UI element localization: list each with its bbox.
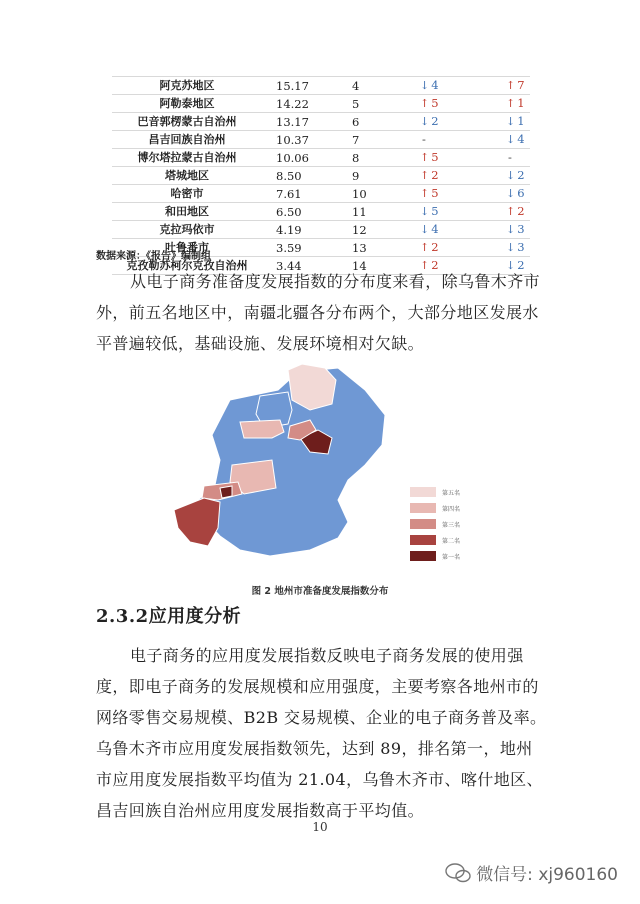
map-caption: 图 2 地州市准备度发展指数分布	[251, 586, 389, 597]
map-region-bortala	[240, 420, 284, 438]
watermark-text: 微信号: xj960160	[476, 865, 618, 885]
legend-item	[410, 532, 460, 548]
rank-change-value: 1	[517, 96, 525, 110]
legend-label: 第五名	[442, 489, 461, 497]
rank-change-2	[498, 77, 530, 95]
map-region-tumxuk	[220, 486, 232, 498]
rank-change-value: -	[508, 150, 512, 164]
rank-change-value: 4	[431, 78, 439, 92]
legend-swatch	[410, 519, 436, 529]
rank-change-value: 4	[517, 132, 525, 146]
wechat-watermark	[444, 860, 618, 885]
rank-change-value: 2	[431, 240, 439, 254]
rank-change-2	[498, 167, 530, 185]
rank-change-value: 2	[517, 258, 525, 272]
rank-change-1	[412, 203, 498, 221]
legend-swatch	[410, 535, 436, 545]
rank-change-1	[412, 149, 498, 167]
rank-change-1	[412, 167, 498, 185]
rank-change-value: 5	[431, 186, 439, 200]
rank-change-1	[412, 95, 498, 113]
table-row	[112, 149, 530, 167]
rank-change-value: 6	[517, 186, 525, 200]
down-arrow-icon: ↓	[506, 187, 516, 200]
legend-label: 第一名	[442, 553, 461, 561]
rank-change-value: 2	[431, 114, 439, 128]
table-row	[112, 95, 530, 113]
rank-change-1	[412, 131, 498, 149]
down-arrow-icon: ↓	[506, 115, 516, 128]
region-name: 哈密市	[112, 185, 262, 203]
legend-swatch	[410, 487, 436, 497]
rank-change-2	[498, 131, 530, 149]
index-score: 7.61	[262, 185, 344, 203]
table-row	[112, 167, 530, 185]
rank-change-value: 5	[431, 204, 439, 218]
section-number: 2.3.2	[96, 606, 149, 627]
index-score: 14.22	[262, 95, 344, 113]
rank-change-2	[498, 203, 530, 221]
source-note: 数据来源：《报告》编制组	[96, 251, 211, 262]
down-arrow-icon: ↓	[506, 169, 516, 182]
rank-change-1	[412, 239, 498, 257]
rank-change-1	[412, 185, 498, 203]
rank-change-2	[498, 221, 530, 239]
legend-item	[410, 484, 460, 500]
region-name: 博尔塔拉蒙古自治州	[112, 149, 262, 167]
region-name: 和田地区	[112, 203, 262, 221]
up-arrow-icon: ↑	[506, 97, 516, 110]
down-arrow-icon: ↓	[506, 259, 516, 272]
page-number: 10	[312, 820, 328, 834]
rank-change-1	[412, 113, 498, 131]
rank-change-2	[498, 149, 530, 167]
region-name: 巴音郭楞蒙古自治州	[112, 113, 262, 131]
index-score: 4.19	[262, 221, 344, 239]
rank: 12	[344, 221, 412, 239]
region-name: 塔城地区	[112, 167, 262, 185]
table-row	[112, 185, 530, 203]
paragraph-readiness-distribution: 从电子商务准备度发展指数的分布度来看，除乌鲁木齐市外，前五名地区中，南疆北疆各分布两个，大部分地区发展水平普遍较低，基础设施、发展环境相对欠缺。	[96, 272, 541, 353]
map-legend	[410, 484, 460, 564]
rank-change-2	[498, 185, 530, 203]
legend-label: 第三名	[442, 521, 461, 529]
up-arrow-icon: ↑	[420, 97, 430, 110]
rank: 5	[344, 95, 412, 113]
rank-change-2	[498, 239, 530, 257]
up-arrow-icon: ↑	[420, 169, 430, 182]
down-arrow-icon: ↓	[420, 223, 430, 236]
legend-label: 第四名	[442, 505, 461, 513]
index-score: 10.06	[262, 149, 344, 167]
legend-label: 第二名	[442, 537, 461, 545]
rank: 11	[344, 203, 412, 221]
rank-change-value: 4	[431, 222, 439, 236]
rank: 14	[344, 257, 412, 275]
rank-change-value: 2	[431, 258, 439, 272]
ranking-table-body	[112, 77, 530, 275]
down-arrow-icon: ↓	[420, 115, 430, 128]
rank-change-value: 7	[517, 78, 525, 92]
index-score: 3.59	[262, 239, 344, 257]
legend-item	[410, 500, 460, 516]
rank: 7	[344, 131, 412, 149]
table-row	[112, 77, 530, 95]
up-arrow-icon: ↑	[506, 79, 516, 92]
table-row	[112, 203, 530, 221]
region-name: 阿克苏地区	[112, 77, 262, 95]
up-arrow-icon: ↑	[420, 151, 430, 164]
region-name: 吐鲁番市	[112, 239, 262, 257]
rank-change-1	[412, 221, 498, 239]
rank-change-value: 5	[431, 150, 439, 164]
index-score: 6.50	[262, 203, 344, 221]
rank-change-value: 1	[517, 114, 525, 128]
rank: 13	[344, 239, 412, 257]
rank: 10	[344, 185, 412, 203]
paragraph-application-analysis: 电子商务的应用度发展指数反映电子商务发展的使用强度，即电子商务的发展规模和应用强度，主要考察各地州市的网络零售交易规模、B2B 交易规模、企业的电子商务普及率。乌鲁木齐市应用度发展指数领先，达到 89，排名第一，地州市应用度发展指数平均值为 21.04，乌鲁木齐市、喀什地区、昌吉回族自治州应用度发展指数高于平均值。	[96, 646, 547, 820]
down-arrow-icon: ↓	[506, 241, 516, 254]
rank-change-value: 2	[517, 168, 525, 182]
down-arrow-icon: ↓	[506, 133, 516, 146]
table-row	[112, 221, 530, 239]
rank-change-2	[498, 95, 530, 113]
region-name: 克孜勒苏柯尔克孜自治州	[112, 257, 262, 275]
rank: 9	[344, 167, 412, 185]
index-score: 3.44	[262, 257, 344, 275]
ranking-table	[112, 76, 530, 275]
legend-swatch	[410, 503, 436, 513]
wechat-icon	[444, 862, 472, 884]
rank-change-2	[498, 113, 530, 131]
rank-change-value: 3	[517, 222, 525, 236]
rank-change-value: 2	[517, 204, 525, 218]
region-name: 昌吉回族自治州	[112, 131, 262, 149]
rank-change-value: -	[422, 132, 426, 146]
down-arrow-icon: ↓	[420, 205, 430, 218]
section-title: 应用度分析	[148, 606, 242, 627]
map-region-kashgar	[174, 498, 220, 546]
index-score: 15.17	[262, 77, 344, 95]
index-score: 13.17	[262, 113, 344, 131]
rank: 4	[344, 77, 412, 95]
legend-item	[410, 516, 460, 532]
down-arrow-icon: ↓	[506, 223, 516, 236]
region-name: 阿勒泰地区	[112, 95, 262, 113]
index-score: 8.50	[262, 167, 344, 185]
table-row	[112, 113, 530, 131]
up-arrow-icon: ↑	[506, 205, 516, 218]
rank-change-value: 3	[517, 240, 525, 254]
rank-change-value: 5	[431, 96, 439, 110]
rank-change-value: 2	[431, 168, 439, 182]
legend-swatch	[410, 551, 436, 561]
index-score: 10.37	[262, 131, 344, 149]
rank-change-1	[412, 77, 498, 95]
section-heading	[96, 602, 241, 628]
up-arrow-icon: ↑	[420, 187, 430, 200]
region-name: 克拉玛依市	[112, 221, 262, 239]
rank: 6	[344, 113, 412, 131]
rank: 8	[344, 149, 412, 167]
up-arrow-icon: ↑	[420, 241, 430, 254]
down-arrow-icon: ↓	[420, 79, 430, 92]
table-row	[112, 131, 530, 149]
up-arrow-icon: ↑	[420, 259, 430, 272]
legend-item	[410, 548, 460, 564]
